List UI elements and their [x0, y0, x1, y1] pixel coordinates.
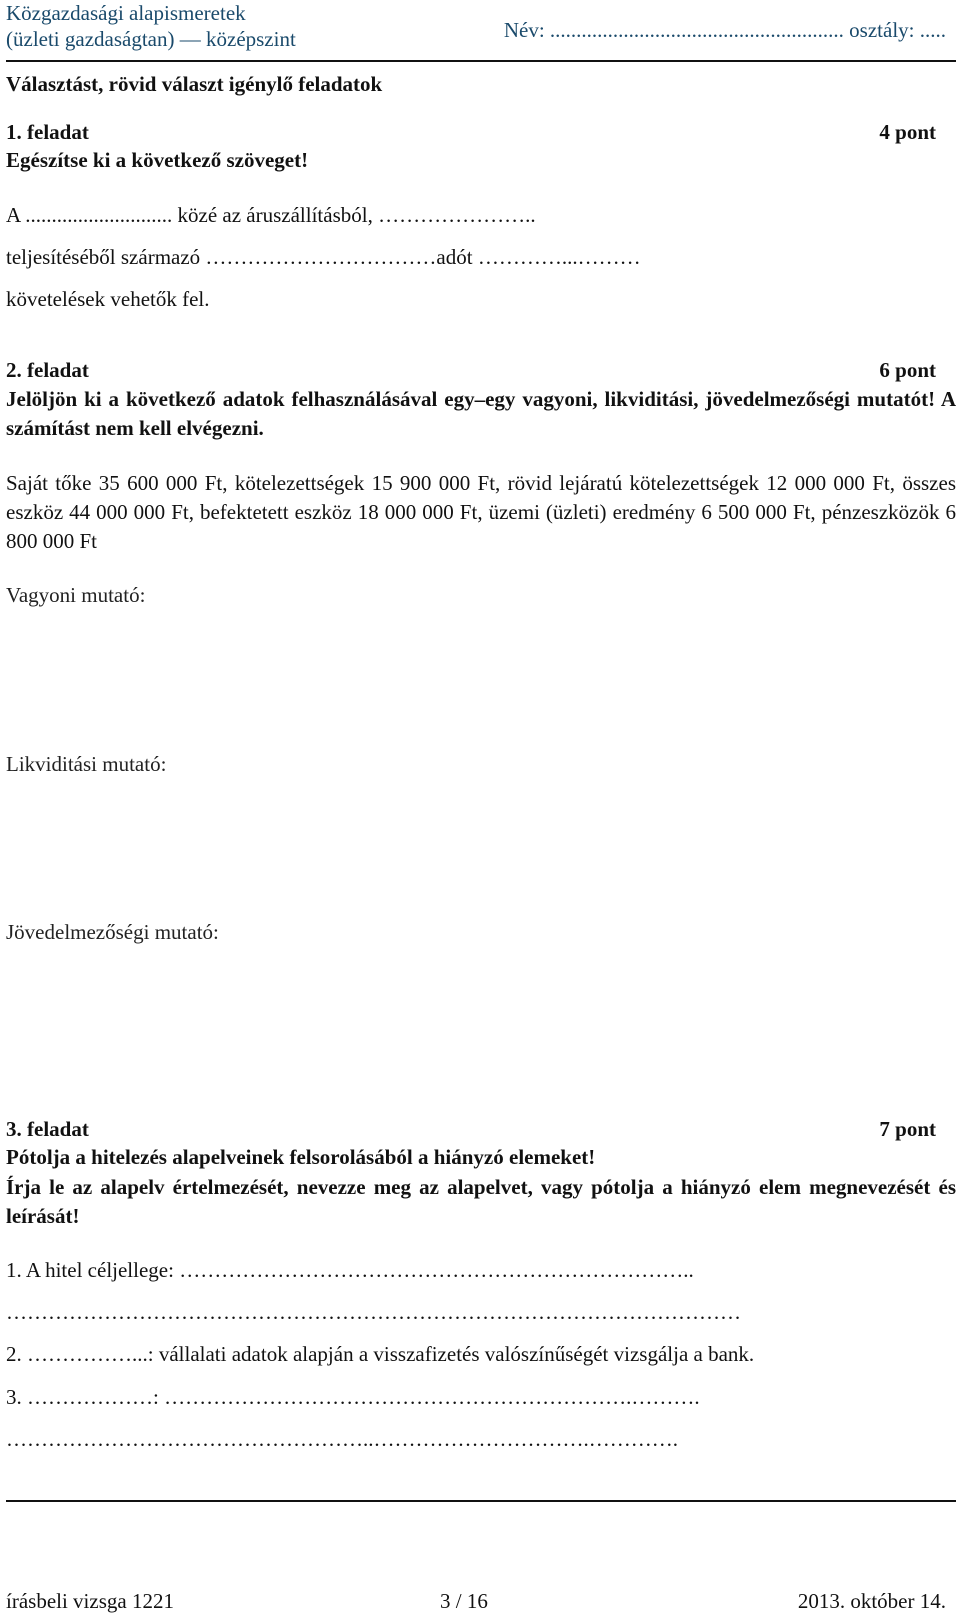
task2-data-text: Saját tőke 35 600 000 Ft, kötelezettségek 15 900 000 Ft, rövid lejáratú kötelezettségek 12 000 000 Ft, összes eszköz 44 000 000 Ft, befektetett eszköz 18 000 000 Ft, üzemi (üzleti) eredmény 6 500 000 Ft, pénzeszközök 6 800 000 Ft: [6, 471, 956, 553]
task1-points: 4 pont: [879, 120, 936, 144]
footer-exam-code: írásbeli vizsga 1221: [6, 1589, 174, 1613]
task2-number: 2. feladat: [6, 358, 89, 382]
task1-line: teljesítéséből származó ……………………………adót …………...………: [6, 245, 641, 269]
liquidity-ratio-label: Likviditási mutató:: [6, 752, 167, 776]
section-title: Választást, rövid választ igénylő feladatok: [6, 72, 383, 96]
profitability-ratio-label: Jövedelmezőségi mutató:: [6, 920, 219, 944]
task3-instruction: Írja le az alapelv értelmezését, nevezze meg az alapelvet, vagy pótolja a hiányzó elem megnevezését és leírását!: [6, 1175, 956, 1228]
task3-points: 7 pont: [879, 1117, 936, 1141]
task3-item-3: 3. ………………: ………………………………………………………….……….: [6, 1385, 700, 1409]
task2-points: 6 pont: [879, 358, 936, 382]
footer-page-number: 3 / 16: [440, 1589, 488, 1613]
footer-date: 2013. október 14.: [797, 1589, 946, 1613]
asset-ratio-label: Vagyoni mutató:: [6, 583, 146, 607]
task1-line: követelések vehetők fel.: [6, 287, 210, 311]
exam-subject: [6, 0, 296, 52]
name-class-field: Név: ........................................................ osztály: .....: [503, 18, 946, 42]
footer-divider: [6, 1500, 956, 1502]
task3-number: 3. feladat: [6, 1117, 89, 1141]
task3-item-1-continuation: ……………………………………………………………………………………………: [6, 1300, 741, 1324]
task3-instruction: Pótolja a hitelezés alapelveinek felsorolásából a hiányzó elemeket!: [6, 1145, 596, 1169]
task1-instruction: Egészítse ki a következő szöveget!: [6, 148, 309, 172]
exam-subject-line2: (üzleti gazdaságtan) — középszint: [6, 27, 296, 51]
exam-subject-line1: Közgazdasági alapismeretek: [6, 1, 246, 25]
task1-line: A ............................ közé az áruszállításból, …………………..: [6, 203, 536, 227]
header-divider: [6, 60, 956, 62]
task1-number: 1. feladat: [6, 120, 89, 144]
task3-item-2: 2. ……………...: vállalati adatok alapján a visszafizetés valószínűségét vizsgálja a bank.: [6, 1342, 755, 1366]
task2-instruction: Jelöljön ki a következő adatok felhasználásával egy–egy vagyoni, likviditási, jövedelmezőségi mutatót! A számítást nem kell elvégezni.: [6, 387, 956, 440]
task3-item-3-continuation: ……………………………………………..………………………….………….: [6, 1427, 678, 1451]
task3-item-1: 1. A hitel céljellege: ………………………………………………………………..: [6, 1258, 694, 1282]
